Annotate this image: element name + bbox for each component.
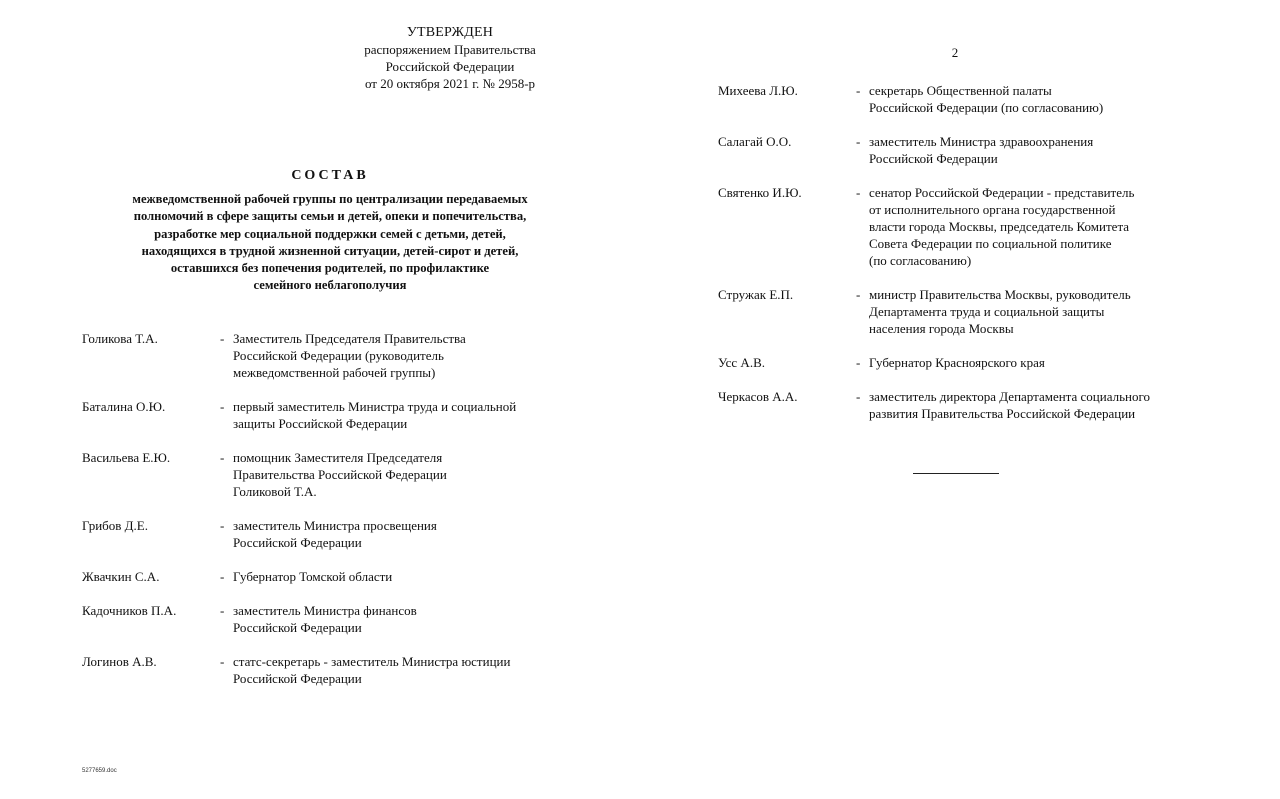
member-name: Святенко И.Ю.: [718, 185, 802, 200]
member-entry: [718, 133, 1238, 167]
member-entry: [718, 354, 1238, 371]
position-line: Российской Федерации: [869, 151, 998, 166]
member-dash: -: [856, 355, 861, 370]
position-line: Российской Федерации: [233, 671, 362, 686]
position-line: Российской Федерации (по согласованию): [869, 100, 1104, 115]
member-position: [869, 184, 1238, 269]
member-dash: -: [220, 654, 225, 669]
member-position: [233, 602, 602, 636]
member-entry: [82, 653, 602, 687]
position-line: защиты Российской Федерации: [233, 416, 408, 431]
position-line: (по согласованию): [869, 253, 972, 268]
member-entry: [82, 517, 602, 551]
member-dash: -: [220, 399, 225, 414]
approval-stamp-block: [330, 24, 570, 92]
position-line: Заместитель Председателя Правительства: [233, 331, 466, 346]
position-line: заместитель директора Департамента социального: [869, 389, 1150, 404]
member-entry: [718, 184, 1238, 269]
subtitle-line: разработке мер социальной поддержки семей с детьми, детей,: [154, 226, 506, 241]
members-list: [82, 330, 602, 704]
member-name: Грибов Д.Е.: [82, 518, 148, 533]
position-line: заместитель Министра просвещения: [233, 518, 437, 533]
member-entry: [82, 602, 602, 636]
position-line: Российской Федерации (руководитель: [233, 348, 444, 363]
member-dash: -: [856, 185, 861, 200]
subtitle-line: полномочий в сфере защиты семьи и детей, опеки и попечительства,: [133, 209, 527, 224]
position-line: Голиковой Т.А.: [233, 484, 317, 499]
member-position: [233, 449, 602, 500]
position-line: секретарь Общественной палаты: [869, 83, 1052, 98]
member-name: Голикова Т.А.: [82, 331, 158, 346]
member-name: Михеева Л.Ю.: [718, 83, 798, 98]
member-name: Салагай О.О.: [718, 134, 792, 149]
position-line: сенатор Российской Федерации - представитель: [869, 185, 1135, 200]
member-entry: [82, 449, 602, 500]
page-number: 2: [951, 45, 959, 60]
position-line: населения города Москвы: [869, 321, 1014, 336]
member-position: [233, 568, 602, 585]
member-entry: [718, 82, 1238, 116]
document-title: СОСТАВ: [291, 168, 369, 183]
member-dash: -: [856, 83, 861, 98]
position-line: первый заместитель Министра труда и социальной: [233, 399, 517, 414]
position-line: Российской Федерации: [233, 620, 362, 635]
position-line: Губернатор Красноярского края: [869, 355, 1045, 370]
document-page-2: [640, 0, 1280, 799]
member-entry: [718, 286, 1238, 337]
member-position: [233, 517, 602, 551]
position-line: развития Правительства Российской Федерации: [869, 406, 1136, 421]
member-entry: [82, 330, 602, 381]
subtitle-line: находящихся в трудной жизненной ситуации, детей-сирот и детей,: [141, 243, 519, 258]
member-dash: -: [220, 603, 225, 618]
document-subtitle: [80, 191, 580, 295]
member-name: Кадочников П.А.: [82, 603, 177, 618]
position-line: Совета Федерации по социальной политике: [869, 236, 1112, 251]
position-line: заместитель Министра финансов: [233, 603, 417, 618]
member-dash: -: [220, 450, 225, 465]
member-position: [233, 653, 602, 687]
footer-file-name: 5277659.doc: [82, 768, 117, 774]
approved-label: УТВЕРЖДЕН: [406, 25, 494, 40]
approval-line: распоряжением Правительства: [364, 42, 536, 57]
approval-date-number: от 20 октября 2021 г. № 2958-р: [364, 76, 536, 91]
member-dash: -: [856, 287, 861, 302]
member-name: Стружак Е.П.: [718, 287, 794, 302]
subtitle-line: межведомственной рабочей группы по централизации передаваемых: [132, 192, 528, 206]
position-line: статс-секретарь - заместитель Министра юстиции: [233, 654, 511, 669]
subtitle-line: оставшихся без попечения родителей, по профилактике: [170, 261, 490, 276]
position-line: от исполнительного органа государственной: [869, 202, 1116, 217]
position-line: помощник Заместителя Председателя: [233, 450, 443, 465]
member-entry: [718, 388, 1238, 422]
member-position: [233, 330, 602, 381]
member-position: [869, 286, 1238, 337]
members-list: [718, 82, 1238, 439]
member-dash: -: [220, 569, 225, 584]
position-line: власти города Москвы, председатель Комитета: [869, 219, 1130, 234]
member-name: Баталина О.Ю.: [82, 399, 166, 414]
position-line: Губернатор Томской области: [233, 569, 393, 584]
member-position: [869, 388, 1238, 422]
member-dash: -: [220, 518, 225, 533]
member-name: Жвачкин С.А.: [82, 569, 160, 584]
approval-line: Российской Федерации: [385, 59, 515, 74]
member-dash: -: [220, 331, 225, 346]
member-position: [869, 82, 1238, 116]
end-of-list-divider: [913, 473, 999, 474]
position-line: Российской Федерации: [233, 535, 362, 550]
position-line: Правительства Российской Федерации: [233, 467, 447, 482]
member-position: [869, 133, 1238, 167]
member-dash: -: [856, 134, 861, 149]
member-position: [233, 398, 602, 432]
subtitle-line: семейного неблагополучия: [253, 278, 407, 293]
member-name: Васильева Е.Ю.: [82, 450, 171, 465]
member-name: Черкасов А.А.: [718, 389, 798, 404]
position-line: Департамента труда и социальной защиты: [869, 304, 1105, 319]
member-entry: [82, 398, 602, 432]
member-name: Усс А.В.: [718, 355, 765, 370]
position-line: министр Правительства Москвы, руководитель: [869, 287, 1131, 302]
member-dash: -: [856, 389, 861, 404]
position-line: заместитель Министра здравоохранения: [869, 134, 1094, 149]
member-entry: [82, 568, 602, 585]
member-name: Логинов А.В.: [82, 654, 157, 669]
member-position: [869, 354, 1238, 371]
position-line: межведомственной рабочей группы): [233, 365, 436, 380]
